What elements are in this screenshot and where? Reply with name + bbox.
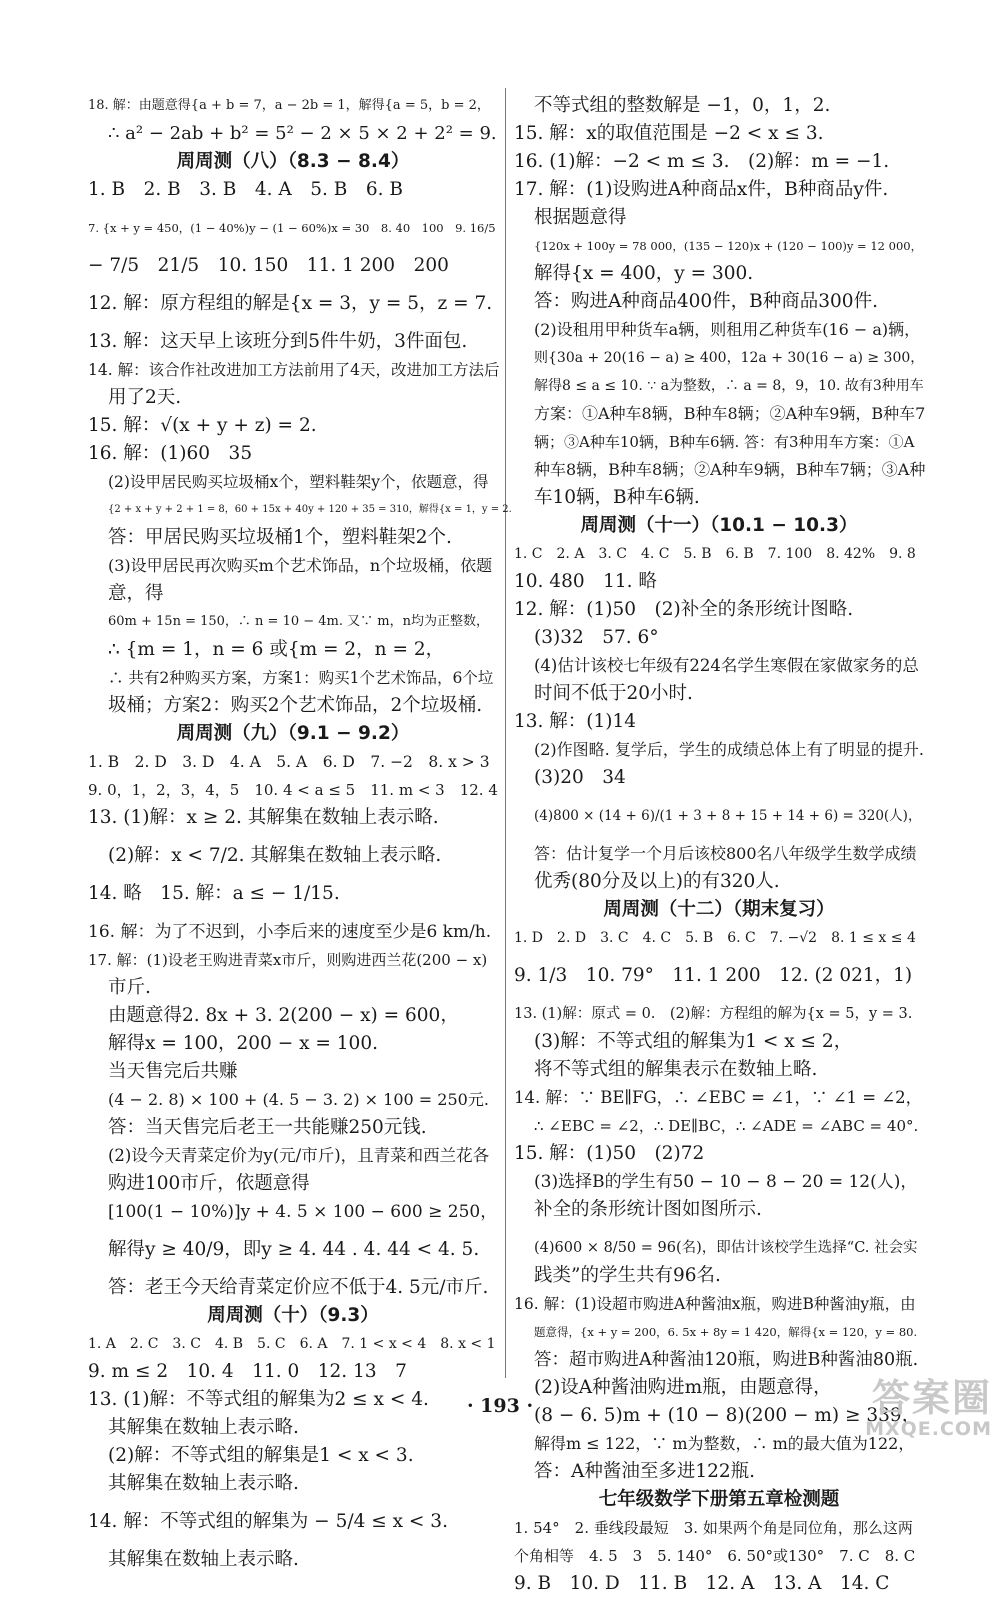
answer-line: ∴ ∠EBC = ∠2，∴ DE∥BC，∴ ∠ADE = ∠ABC = 40°. <box>534 1117 919 1135</box>
answer-line: (2)解：不等式组的解集是1 < x < 3. <box>108 1445 414 1466</box>
answer-line: {120x + 100y = 78 000，(135 − 120)x + (120 − 100)y = 12 000， <box>534 239 923 253</box>
answer-line: 14. 略 15. 解：a ≤ − 1/15. <box>88 883 340 904</box>
answer-line: 其解集在数轴上表示略. <box>108 1417 299 1438</box>
answer-line: 则{30a + 20(16 − a) ≥ 400，12a + 30(16 − a) ≥ 300， <box>534 350 925 366</box>
answer-line: 车10辆，B种车6辆. <box>534 487 700 508</box>
answer-line: 9. B 10. D 11. B 12. A 13. A 14. C <box>514 1573 890 1594</box>
answer-line: 13. (1)解：原式 = 0. (2)解：方程组的解为{x = 5，y = 3. <box>514 1006 913 1022</box>
answer-line: 当天售完后共赚 <box>108 1061 238 1082</box>
answer-line: 1. A 2. C 3. C 4. B 5. C 6. A 7. 1 < x < 4 8. x < 1 <box>88 1336 496 1352</box>
answer-line: 解得{x = 400，y = 300. <box>534 263 754 284</box>
answer-line: 12. 解：(1)50 (2)补全的条形统计图略. <box>514 599 854 620</box>
answer-line: 将不等式组的解集表示在数轴上略. <box>534 1059 818 1080</box>
section-heading: 周周测（十）（9.3） <box>207 1305 379 1326</box>
answer-line: 其解集在数轴上表示略. <box>108 1549 299 1570</box>
answer-line: (4)600 × 8/50 = 96(名)，即估计该校学生选择“C. 社会实 <box>534 1240 918 1256</box>
answer-line: 1. D 2. D 3. C 4. C 5. B 6. C 7. −√2 8. 1 ≤ x ≤ 4 <box>514 930 916 946</box>
answer-line: 意，得 <box>108 583 164 604</box>
answer-line: 答：A种酱油至多进122瓶. <box>534 1461 756 1482</box>
answer-line: 16. 解：(1)60 35 <box>88 443 253 464</box>
answer-line: (4)800 × (14 + 6)/(1 + 3 + 8 + 15 + 14 + 6) = 320(人)， <box>534 808 922 824</box>
answer-line: 答：甲居民购买垃圾桶1个，塑料鞋架2个. <box>108 527 452 548</box>
answer-line: {2 + x + y + 2 + 1 = 8，60 + 15x + 40y + 120 + 35 = 310，解得{x = 1，y = 2. <box>108 504 512 515</box>
answer-line: 1. B 2. B 3. B 4. A 5. B 6. B <box>88 179 404 200</box>
answer-line: 1. C 2. A 3. C 4. C 5. B 6. B 7. 100 8. 42% 9. 8 <box>514 546 916 562</box>
answer-line: (2)设今天青菜定价为y(元/市斤)，且青菜和西兰花各 <box>108 1146 490 1165</box>
answer-line: 题意得，{x + y = 200，6. 5x + 8y = 1 420，解得{x = 120，y = 80. <box>534 1325 918 1339</box>
section-heading: 周周测（八）（8.3 − 8.4） <box>176 151 410 172</box>
answer-line: 14. 解：∵ BE∥FG，∴ ∠EBC = ∠1，∵ ∠1 = ∠2， <box>514 1088 923 1107</box>
answer-line: 种车8辆，B种车8辆；②A种车9辆，B种车7辆；③A种 <box>534 460 926 479</box>
answer-line: ∴ 共有2种购买方案，方案1：购买1个艺术饰品，6个垃 <box>108 669 494 687</box>
answer-line: (4)估计该校七年级有224名学生寒假在家做家务的总 <box>534 656 919 675</box>
answer-line: 答：购进A种商品400件，B种商品300件. <box>534 291 878 312</box>
column-divider <box>505 88 506 1378</box>
answer-line: 1. 54° 2. 垂线段最短 3. 如果两个角是同位角，那么这两 <box>514 1519 913 1537</box>
answer-line: 18. 解：由题意得{a + b = 7，a − 2b = 1，解得{a = 5，b = 2， <box>88 98 490 113</box>
answer-line: 辆；③A种车10辆，B种车6辆. 答：有3种用车方案：①A <box>534 433 915 451</box>
answer-line: 其解集在数轴上表示略. <box>108 1473 299 1494</box>
answer-line: 15. 解：x的取值范围是 −2 < x ≤ 3. <box>514 123 824 144</box>
answer-line: (2)设甲居民购买垃圾桶x个，塑料鞋架y个，依题意，得 <box>108 473 489 491</box>
answer-line: 解得m ≤ 122，∵ m为整数，∴ m的最大值为122， <box>534 1434 915 1453</box>
section-heading: 周周测（十一）（10.1 − 10.3） <box>580 515 858 536</box>
answer-line: 市斤. <box>108 977 151 998</box>
answer-line: (8 − 6. 5)m + (10 − 8)(200 − m) ≥ 339， <box>534 1405 921 1426</box>
answer-line: 解得x = 100，200 − x = 100. <box>108 1033 378 1054</box>
answer-line: 购进100市斤，依题意得 <box>108 1173 310 1194</box>
answer-line: ∴ {m = 1，n = 6 或{m = 2，n = 2， <box>108 639 445 660</box>
watermark-logo-text: 答案圈 <box>871 1376 992 1420</box>
answer-line: 60m + 15n = 150，∴ n = 10 − 4m. 又∵ m，n均为正整数， <box>108 614 489 629</box>
answer-line: 16. 解：(1)设超市购进A种酱油x瓶，购进B种酱油y瓶，由 <box>514 1295 916 1313</box>
answer-line: 9. 1/3 10. 79° 11. 1 200 12. (2 021，1) <box>514 965 913 986</box>
answer-line: 16. (1)解：−2 < m ≤ 3. (2)解：m = −1. <box>514 151 890 172</box>
answer-line: [100(1 − 10%)]y + 4. 5 × 100 − 600 ≥ 250， <box>108 1202 498 1222</box>
answer-line: 优秀(80分及以上)的有320人. <box>534 871 780 892</box>
answer-line: − 7/5 21/5 10. 150 11. 1 200 200 <box>88 255 449 276</box>
answer-line: 16. 解：为了不迟到，小李后来的速度至少是6 km/h. <box>88 922 492 942</box>
answer-line: (3)32 57. 6° <box>534 627 659 648</box>
answer-line: (4 − 2. 8) × 100 + (4. 5 − 3. 2) × 100 = 250元. <box>108 1090 489 1109</box>
answer-line: 7. {x + y = 450，(1 − 40%)y − (1 − 60%)x = 30 8. 40 100 9. 16/5 <box>88 221 496 235</box>
watermark-logo <box>792 1378 992 1442</box>
answer-line: 由题意得2. 8x + 3. 2(200 − x) = 600， <box>108 1005 459 1026</box>
answer-line: (2)解：x < 7/2. 其解集在数轴上表示略. <box>108 845 442 866</box>
right-column <box>514 92 924 1598</box>
answer-line: 17. 解：(1)设购进A种商品x件，B种商品y件. <box>514 179 889 200</box>
answer-line: (2)设A种酱油购进m瓶，由题意得， <box>534 1377 832 1398</box>
answer-line: 10. 480 11. 略 <box>514 571 657 592</box>
answer-line: (3)20 34 <box>534 767 626 788</box>
page-number: · 193 · <box>466 1395 534 1417</box>
answer-line: (3)设甲居民再次购买m个艺术饰品，n个垃圾桶，依题 <box>108 556 493 575</box>
answer-line: 个角相等 4. 5 3 5. 140° 6. 50°或130° 7. C 8. C <box>514 1547 916 1565</box>
answer-line: 答：老王今天给青菜定价应不低于4. 5元/市斤. <box>108 1277 489 1298</box>
answer-line: 14. 解：该合作社改进加工方法前用了4天，改进加工方法后 <box>88 361 500 379</box>
answer-line: 补全的条形统计图如图所示. <box>534 1199 762 1220</box>
answer-line: (2)作图略. 复学后，学生的成绩总体上有了明显的提升. <box>534 740 924 759</box>
answer-line: 15. 解：√(x + y + z) = 2. <box>88 415 317 436</box>
answer-line: 14. 解：不等式组的解集为 − 5/4 ≤ x < 3. <box>88 1511 448 1532</box>
answer-line: 答：当天售完后老王一共能赚250元钱. <box>108 1117 427 1138</box>
answer-line: (3)选择B的学生有50 − 10 − 8 − 20 = 12(人)， <box>534 1172 918 1192</box>
answer-line: 践类”的学生共有96名. <box>534 1265 721 1286</box>
answer-line: 答：估计复学一个月后该校800名八年级学生数学成绩 <box>534 844 917 863</box>
section-heading: 周周测（十二）（期末复习） <box>603 899 835 920</box>
answer-line: 17. 解：(1)设老王购进青菜x市斤，则购进西兰花(200 − x) <box>88 951 488 969</box>
answer-line: 1. B 2. D 3. D 4. A 5. A 6. D 7. −2 8. x > 3 <box>88 753 490 771</box>
answer-line: 根据题意得 <box>534 207 627 228</box>
section-heading: 七年级数学下册第五章检测题 <box>598 1489 840 1510</box>
answer-line: 用了2天. <box>108 387 182 408</box>
answer-line: 9. 0，1，2，3，4，5 10. 4 < a ≤ 5 11. m < 3 12. 4 <box>88 781 498 799</box>
answer-line: (2)设租用甲种货车a辆，则租用乙种货车(16 − a)辆， <box>534 320 921 339</box>
answer-line: 13. 解：(1)14 <box>514 711 637 732</box>
answer-line: 13. 解：这天早上该班分到5件牛奶，3件面包. <box>88 331 468 352</box>
section-heading: 周周测（九）（9.1 − 9.2） <box>176 723 410 744</box>
watermark-url: MXQE.COM <box>865 1418 992 1440</box>
answer-line: 不等式组的整数解是 −1，0，1，2. <box>534 95 831 116</box>
answer-line: 9. m ≤ 2 10. 4 11. 0 12. 13 7 <box>88 1361 407 1382</box>
answer-line: 15. 解：(1)50 (2)72 <box>514 1143 705 1164</box>
answer-line: (3)解：不等式组的解集为1 < x ≤ 2， <box>534 1031 853 1052</box>
answer-line: 答：超市购进A种酱油120瓶，购进B种酱油80瓶. <box>534 1350 919 1370</box>
answer-line: 12. 解：原方程组的解是{x = 3，y = 5，z = 7. <box>88 293 493 314</box>
answer-line: 解得8 ≤ a ≤ 10. ∵ a为整数，∴ a = 8，9，10. 故有3种用车 <box>534 378 924 394</box>
answer-line: 13. (1)解：不等式组的解集为2 ≤ x < 4. <box>88 1389 429 1410</box>
answer-line: 13. (1)解：x ≥ 2. 其解集在数轴上表示略. <box>88 807 439 828</box>
answer-line: 时间不低于20小时. <box>534 683 693 704</box>
answer-line: 圾桶；方案2：购买2个艺术饰品，2个垃圾桶. <box>108 695 483 716</box>
answer-line: 方案：①A种车8辆，B种车8辆；②A种车9辆，B种车7 <box>534 404 926 423</box>
answer-line: 解得y ≥ 40/9，即y ≥ 4. 4̇4̇ . 4. 4̇4̇ < 4. 5. <box>108 1239 480 1260</box>
answer-line: ∴ a² − 2ab + b² = 5² − 2 × 5 × 2 + 2² = 9. <box>108 123 497 144</box>
